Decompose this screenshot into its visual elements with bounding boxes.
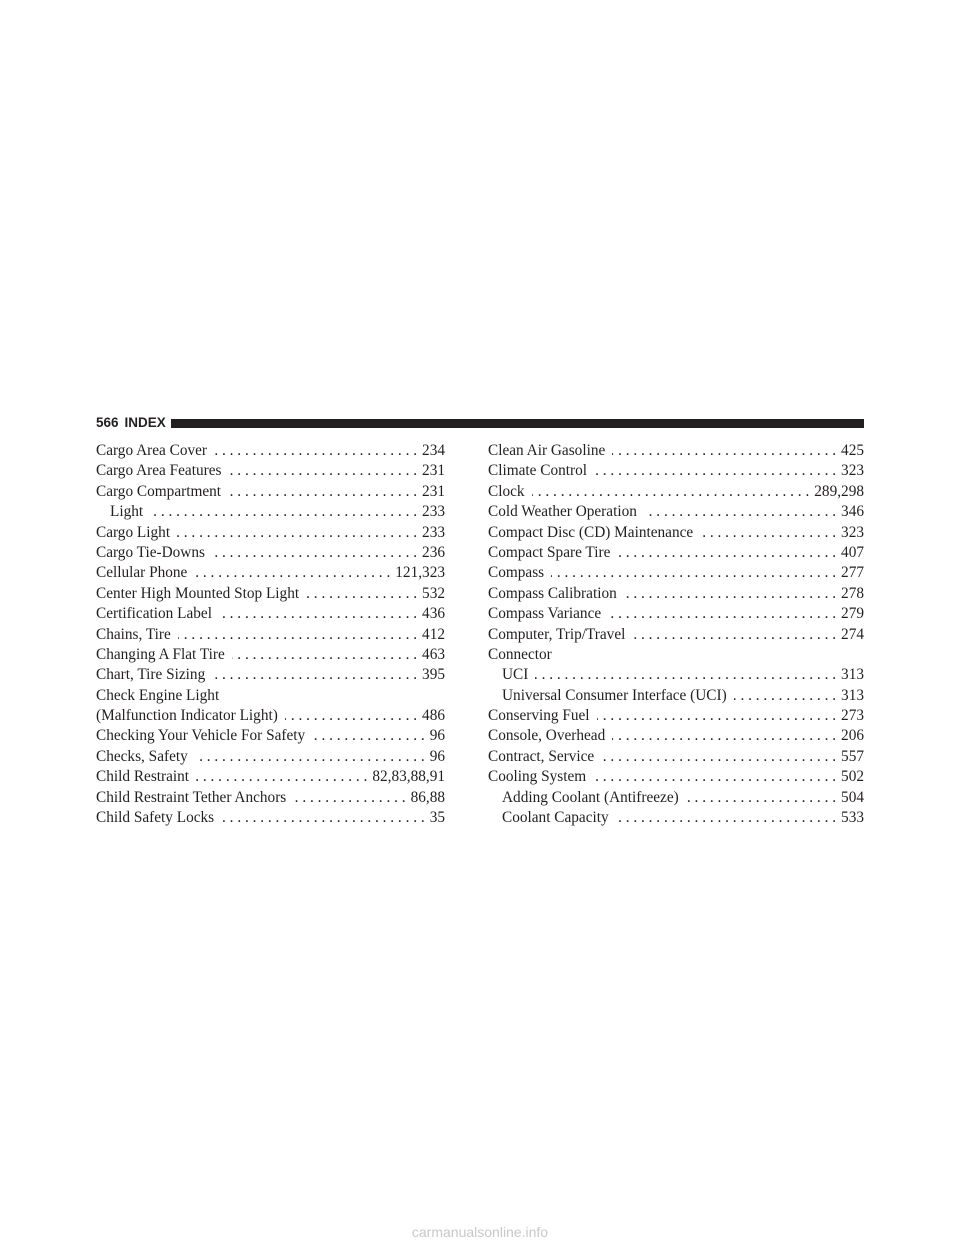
index-entry <box>488 563 864 583</box>
index-column-right <box>488 441 864 828</box>
index-term: Console, Overhead <box>488 727 606 745</box>
index-term: Cargo Area Features <box>96 462 222 480</box>
dot-leader <box>178 625 417 645</box>
index-term: Adding Coolant (Antifreeze) <box>502 788 679 806</box>
dot-leader <box>196 767 367 787</box>
index-entry <box>488 726 864 746</box>
dot-leader <box>228 461 417 481</box>
index-term: Compact Disc (CD) Maintenance <box>488 523 694 541</box>
index-entry <box>96 645 445 665</box>
dot-leader <box>612 726 836 746</box>
index-entry <box>488 665 864 685</box>
index-entry <box>96 584 445 604</box>
index-entry <box>96 726 445 746</box>
index-term: Clean Air Gasoline <box>488 442 606 459</box>
header-rule <box>171 419 864 428</box>
index-term: Light <box>110 503 144 521</box>
dot-leader <box>700 523 836 543</box>
index-page-ref: 407 <box>841 543 864 561</box>
index-page-ref: 233 <box>422 523 445 541</box>
dot-leader <box>219 604 417 624</box>
index-entry <box>488 523 864 543</box>
dot-leader <box>150 502 417 522</box>
dot-leader <box>608 604 836 624</box>
index-term: Compass Calibration <box>488 584 617 602</box>
dot-leader <box>551 563 836 583</box>
index-term: Cargo Compartment <box>96 482 222 500</box>
index-entry <box>96 767 445 787</box>
index-entry <box>488 808 864 828</box>
index-page-ref: 279 <box>841 605 864 623</box>
dot-leader <box>177 523 417 543</box>
page-number: 566 <box>96 415 119 430</box>
index-entry <box>488 482 864 502</box>
index-term: Checking Your Vehicle For Safety <box>96 727 306 745</box>
index-term: Child Restraint Tether Anchors <box>96 788 287 806</box>
dot-leader <box>293 788 405 808</box>
index-term: Cooling System <box>488 768 587 786</box>
index-term: Cargo Tie-Downs <box>96 543 205 561</box>
index-term: Universal Consumer Interface (UCI) <box>502 686 727 704</box>
dot-leader <box>221 808 425 828</box>
index-term: Computer, Trip/Travel <box>488 625 626 643</box>
index-entry <box>488 625 864 645</box>
index-entry <box>96 523 445 543</box>
index-term: Cellular Phone <box>96 564 188 582</box>
index-page-ref: 273 <box>841 707 864 725</box>
index-entry <box>96 808 445 828</box>
dot-leader <box>285 706 417 726</box>
dot-leader <box>212 665 417 685</box>
index-entry <box>488 441 864 461</box>
dot-leader <box>632 625 836 645</box>
index-entry <box>488 543 864 563</box>
index-term: Checks, Safety <box>96 747 188 765</box>
index-term: (Malfunction Indicator Light) <box>96 707 278 725</box>
index-entry <box>488 767 864 787</box>
dot-leader <box>194 563 390 583</box>
dot-leader <box>734 686 836 706</box>
dot-leader <box>532 482 810 502</box>
index-page-ref: 557 <box>841 747 864 765</box>
index-term: Cargo Light <box>96 523 171 541</box>
index-page-ref: 533 <box>841 809 864 827</box>
dot-leader <box>312 726 425 746</box>
index-page-ref: 425 <box>841 442 864 459</box>
index-entry <box>96 665 445 685</box>
index-term: Contract, Service <box>488 747 595 765</box>
index-term: Coolant Capacity <box>502 809 609 827</box>
dot-leader <box>644 502 836 522</box>
index-entry <box>488 747 864 767</box>
dot-leader <box>593 767 836 787</box>
index-entry <box>488 788 864 808</box>
dot-leader <box>686 788 836 808</box>
index-entry <box>488 645 864 665</box>
index-term: Check Engine Light <box>96 686 220 704</box>
dot-leader <box>594 461 836 481</box>
index-page-ref: 436 <box>422 605 445 623</box>
dot-leader <box>214 441 417 461</box>
index-page-ref: 313 <box>841 666 864 684</box>
index-page-ref: 532 <box>422 584 445 602</box>
index-page-ref: 313 <box>841 686 864 704</box>
index-term: Child Restraint <box>96 768 190 786</box>
index-entry <box>96 604 445 624</box>
index-entry <box>488 604 864 624</box>
dot-leader <box>195 747 425 767</box>
index-column-left <box>96 441 445 828</box>
index-page-ref: 502 <box>841 768 864 786</box>
index-page-ref: 86,88 <box>410 788 445 806</box>
index-term: Conserving Fuel <box>488 707 590 725</box>
index-page-ref: 412 <box>422 625 445 643</box>
dot-leader <box>624 584 836 604</box>
watermark: carmanualsonline.info <box>411 1224 549 1240</box>
index-term: Cold Weather Operation <box>488 503 637 521</box>
index-page-ref: 82,83,88,91 <box>372 768 445 786</box>
index-term: UCI <box>502 666 529 684</box>
index-term: Connector <box>488 645 552 663</box>
index-term: Cargo Area Cover <box>96 442 208 459</box>
dot-leader <box>601 747 836 767</box>
index-page-ref: 206 <box>841 727 864 745</box>
dot-leader <box>616 808 836 828</box>
index-entry <box>96 706 445 726</box>
index-entry <box>488 584 864 604</box>
index-term: Changing A Flat Tire <box>96 645 225 663</box>
index-page-ref: 504 <box>841 788 864 806</box>
dot-leader <box>612 441 836 461</box>
index-page-ref: 234 <box>422 442 445 459</box>
index-page-ref: 121,323 <box>395 564 445 582</box>
index-entry <box>96 441 445 461</box>
index-entry <box>96 482 445 502</box>
index-entry <box>96 788 445 808</box>
index-page-ref: 486 <box>422 707 445 725</box>
index-page-ref: 231 <box>422 462 445 480</box>
index-entry <box>96 461 445 481</box>
index-entry <box>96 686 445 706</box>
index-term: Compass <box>488 564 545 582</box>
index-entry <box>488 461 864 481</box>
index-term: Climate Control <box>488 462 587 480</box>
page-header <box>96 414 864 432</box>
index-page-ref: 236 <box>422 543 445 561</box>
index-entry <box>96 625 445 645</box>
dot-leader <box>212 543 417 563</box>
section-title: INDEX <box>124 415 166 430</box>
index-page-ref: 233 <box>422 503 445 521</box>
index-term: Center High Mounted Stop Light <box>96 584 300 602</box>
index-term: Compass Variance <box>488 605 602 623</box>
index-entry <box>96 502 445 522</box>
index-term: Certification Label <box>96 605 212 623</box>
index-entry <box>96 747 445 767</box>
index-page-ref: 35 <box>429 809 445 827</box>
index-term: Child Safety Locks <box>96 809 215 827</box>
index-entry <box>488 706 864 726</box>
index-page-ref: 346 <box>841 503 864 521</box>
index-page-ref: 277 <box>841 564 864 582</box>
index-page-ref: 96 <box>429 727 445 745</box>
index-page-ref: 289,298 <box>814 482 864 500</box>
index-entry <box>96 543 445 563</box>
index-term: Compact Spare Tire <box>488 543 611 561</box>
index-page-ref: 323 <box>841 523 864 541</box>
index-term: Chart, Tire Sizing <box>96 666 206 684</box>
index-page-ref: 231 <box>422 482 445 500</box>
index-page-ref: 395 <box>422 666 445 684</box>
index-entry <box>488 686 864 706</box>
dot-leader <box>232 645 417 665</box>
index-entry <box>488 502 864 522</box>
index-page-ref: 463 <box>422 645 445 663</box>
dot-leader <box>306 584 417 604</box>
index-page-ref: 96 <box>429 747 445 765</box>
dot-leader <box>617 543 836 563</box>
index-page-ref: 274 <box>841 625 864 643</box>
index-page-ref: 323 <box>841 462 864 480</box>
dot-leader <box>228 482 417 502</box>
dot-leader <box>597 706 836 726</box>
dot-leader <box>535 665 836 685</box>
index-entry <box>96 563 445 583</box>
index-term: Clock <box>488 482 525 500</box>
index-term: Chains, Tire <box>96 625 171 643</box>
index-page-ref: 278 <box>841 584 864 602</box>
